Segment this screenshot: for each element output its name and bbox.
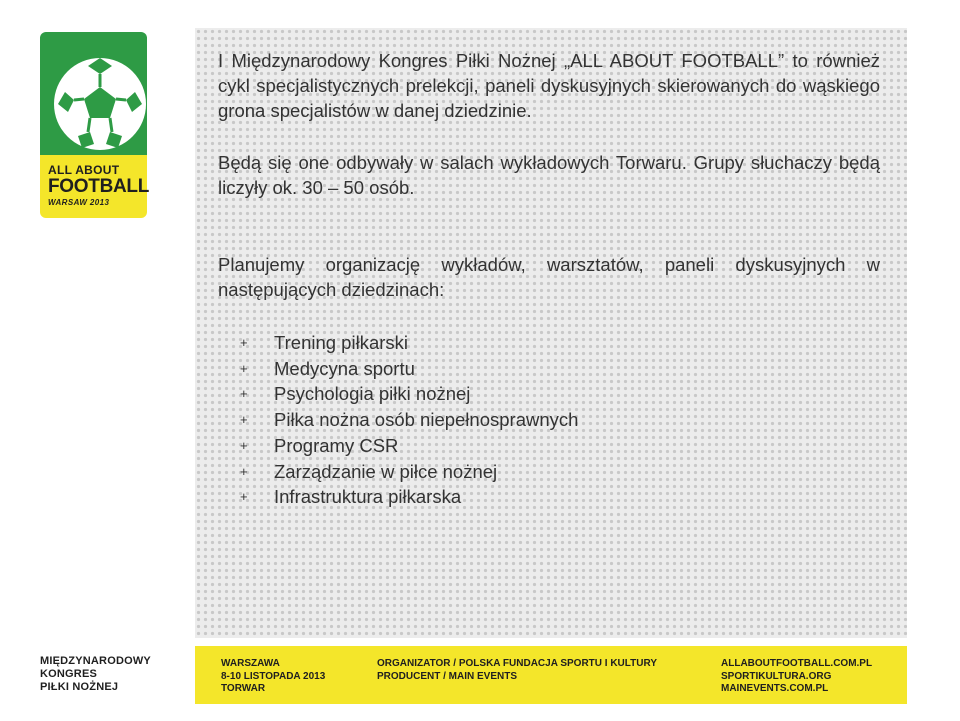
footer-organizer: ORGANIZATOR / POLSKA FUNDACJA SPORTU I KULTURY (377, 658, 657, 669)
plus-bullet-icon: + (240, 489, 248, 505)
list-item (218, 459, 880, 485)
footer-website-link[interactable]: ALLABOUTFOOTBALL.COM.PL (721, 658, 873, 669)
list-item (218, 407, 880, 433)
logo-text-line1: ALL ABOUT (48, 163, 120, 177)
footer-venue: TORWAR (221, 683, 266, 694)
plus-bullet-icon: + (240, 463, 248, 479)
list-item (218, 484, 880, 510)
logo-text-line2: FOOTBALL (48, 176, 150, 197)
list-item-text: Trening piłkarski (274, 332, 408, 353)
footer-left-line: MIĘDZYNARODOWY (40, 655, 151, 667)
list-item (218, 381, 880, 407)
footer-website-link[interactable]: MAINEVENTS.COM.PL (721, 683, 829, 694)
footer-producer: PRODUCENT / MAIN EVENTS (377, 670, 518, 682)
list-item-text: Medycyna sportu (274, 357, 415, 379)
list-item-text: Infrastruktura piłkarska (274, 486, 462, 508)
footer-left-line: KONGRES (40, 668, 98, 680)
main-content (218, 48, 880, 510)
list-item (218, 330, 880, 356)
plus-bullet-icon: + (240, 437, 248, 453)
list-item-text: Psychologia piłki nożnej (274, 383, 471, 405)
plus-bullet-icon: + (240, 386, 248, 402)
footer-organizers (377, 658, 657, 683)
footer-city: WARSZAWA (221, 658, 280, 669)
logo-yellow-panel (40, 155, 150, 218)
paragraph-intro: I Międzynarodowy Kongres Piłki Nożnej „ALL ABOUT FOOTBALL” to również cykl specjalistycznych prelekcji, paneli dyskusyjnych skierowanych do wąskiego grona specjalistów w danej dziedzinie. (218, 50, 880, 121)
list-item (218, 433, 880, 459)
plus-bullet-icon: + (240, 412, 248, 428)
footer-event-info (221, 658, 325, 696)
all-about-football-logo (40, 32, 150, 218)
paragraph-topics-intro: Planujemy organizację wykładów, warsztatów, paneli dyskusyjnych w następujących dziedzinach: (218, 254, 880, 300)
footer-website-link[interactable]: SPORTIKULTURA.ORG (721, 670, 832, 682)
list-item-text: Piłka nożna osób niepełnosprawnych (274, 409, 579, 431)
footer-congress-name (40, 655, 151, 694)
list-item-text: Programy CSR (274, 434, 399, 456)
footer-dates: 8-10 LISTOPADA 2013 (221, 670, 326, 682)
topics-list (218, 330, 880, 510)
list-item-text: Zarządzanie w piłce nożnej (274, 460, 498, 482)
logo-green-panel (40, 32, 147, 155)
list-item (218, 356, 880, 382)
plus-bullet-icon: + (240, 360, 248, 376)
footer-websites (721, 658, 872, 696)
paragraph-venue: Będą się one odbywały w salach wykładowych Torwaru. Grupy słuchaczy będą liczyły ok. 30 – 50 osób. (218, 152, 880, 198)
logo-text-line3: WARSAW 2013 (48, 198, 110, 207)
plus-bullet-icon: + (240, 335, 248, 350)
footer-left-line: PIŁKI NOŻNEJ (40, 681, 119, 693)
football-icon (40, 32, 147, 155)
footer-yellow-band (195, 646, 907, 704)
